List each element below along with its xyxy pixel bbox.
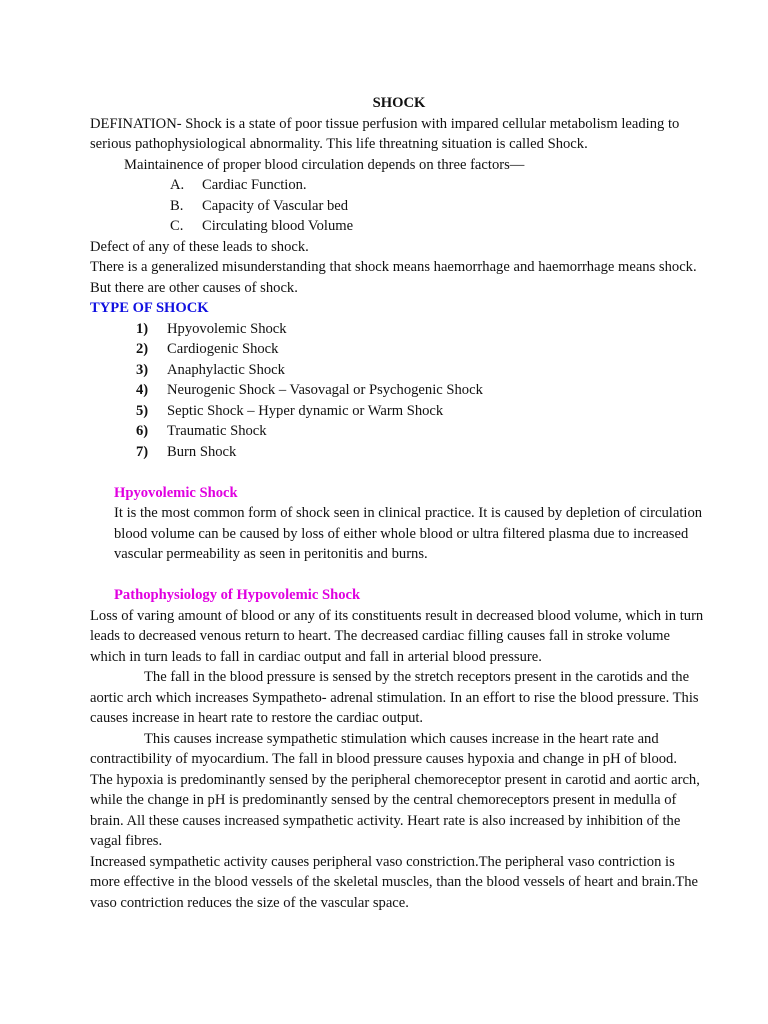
hypovolemic-paragraph: It is the most common form of shock seen in clinical practice. It is caused by depletion of circulation blood volume can be caused by loss of either whole blood or ultra filtered plasma due to increased vascular permeability as seen in peritonitis and burns.: [114, 505, 703, 562]
list-marker: B.: [170, 197, 184, 214]
factors-list: [90, 175, 708, 237]
pathophysiology-paragraph-2: The fall in the blood pressure is sensed by the stretch receptors present in the carotids and the aortic arch which increases Sympatheto- adrenal stimulation. In an effort to rise the blood pressure. This causes increase in heart rate to restore the cardiac output.: [90, 669, 699, 726]
types-heading: TYPE OF SHOCK: [90, 300, 209, 316]
list-item: [170, 216, 708, 237]
list-marker: 6): [136, 423, 149, 439]
pathophysiology-heading: Pathophysiology of Hypovolemic Shock: [114, 587, 361, 603]
page-title: SHOCK: [372, 95, 426, 111]
misunderstanding-paragraph: There is a generalized misunderstanding that shock means haemorrhage and haemorrhage means shock. But there are other causes of shock.: [90, 259, 697, 296]
pathophysiology-paragraph-4: The hypoxia is predominantly sensed by the peripheral chemoreceptor present in carotid and aortic arch, while the change in pH is predominantly sensed by the central chemoreceptors present in medulla of brain. All these causes increased sympathetic activity. Heart rate is also increased by inhibition of the vagal fibres.: [90, 771, 700, 849]
list-item: [136, 319, 708, 340]
pathophysiology-paragraph-3: This causes increase sympathetic stimulation which causes increase in the heart rate and contractibility of myocardium. The fall in blood pressure causes hypoxia and change in pH of blood.: [90, 730, 677, 767]
list-item-text: Hpyovolemic Shock: [167, 320, 287, 337]
defect-paragraph: Defect of any of these leads to shock.: [90, 238, 309, 255]
list-item: [136, 401, 708, 422]
list-marker: 7): [136, 443, 149, 460]
list-item-text: Cardiogenic Shock: [167, 341, 279, 357]
list-marker: 1): [136, 320, 149, 337]
list-marker: C.: [170, 218, 184, 234]
hypovolemic-heading: Hpyovolemic Shock: [114, 484, 238, 501]
list-item: [136, 421, 708, 442]
list-item-text: Cardiac Function.: [202, 177, 307, 193]
list-marker: 2): [136, 341, 149, 357]
list-item: [136, 360, 708, 381]
list-marker: 3): [136, 361, 149, 378]
list-item-text: Burn Shock: [167, 443, 237, 460]
list-item-text: Capacity of Vascular bed: [202, 197, 349, 214]
list-item: [136, 339, 708, 360]
list-item: [170, 175, 708, 196]
list-item-text: Neurogenic Shock – Vasovagal or Psychogenic Shock: [167, 382, 483, 398]
list-item: [136, 380, 708, 401]
list-item-text: Septic Shock – Hyper dynamic or Warm Shock: [167, 402, 444, 419]
pathophysiology-paragraph-5: Increased sympathetic activity causes peripheral vaso constriction.The peripheral vaso contriction is more effective in the blood vessels of the skeletal muscles, than the blood vessels of heart and brain.The vaso contriction reduces the size of the vascular space.: [90, 853, 699, 911]
list-marker: A.: [170, 177, 185, 193]
spacer: [90, 462, 708, 483]
list-item: [136, 442, 708, 463]
list-item: [170, 196, 708, 217]
types-list: [90, 319, 708, 463]
list-marker: 5): [136, 402, 149, 419]
list-item-text: Circulating blood Volume: [202, 218, 354, 234]
list-item-text: Traumatic Shock: [167, 423, 267, 439]
pathophysiology-paragraph-1: Loss of varing amount of blood or any of its constituents result in decreased blood volume, which in turn leads to decreased venous return to heart. The decreased cardiac filling causes fall in stroke volume which in turn leads to fall in cardiac output and fall in arterial blood pressure.: [90, 607, 704, 665]
factors-lead: Maintainence of proper blood circulation depends on three factors—: [124, 156, 525, 173]
list-marker: 4): [136, 382, 149, 398]
definition-paragraph: DEFINATION- Shock is a state of poor tissue perfusion with impared cellular metabolism leading to serious pathophysiological abnormality. This life threatning situation is called Shock.: [90, 115, 680, 152]
spacer: [90, 565, 708, 586]
list-item-text: Anaphylactic Shock: [167, 361, 285, 378]
